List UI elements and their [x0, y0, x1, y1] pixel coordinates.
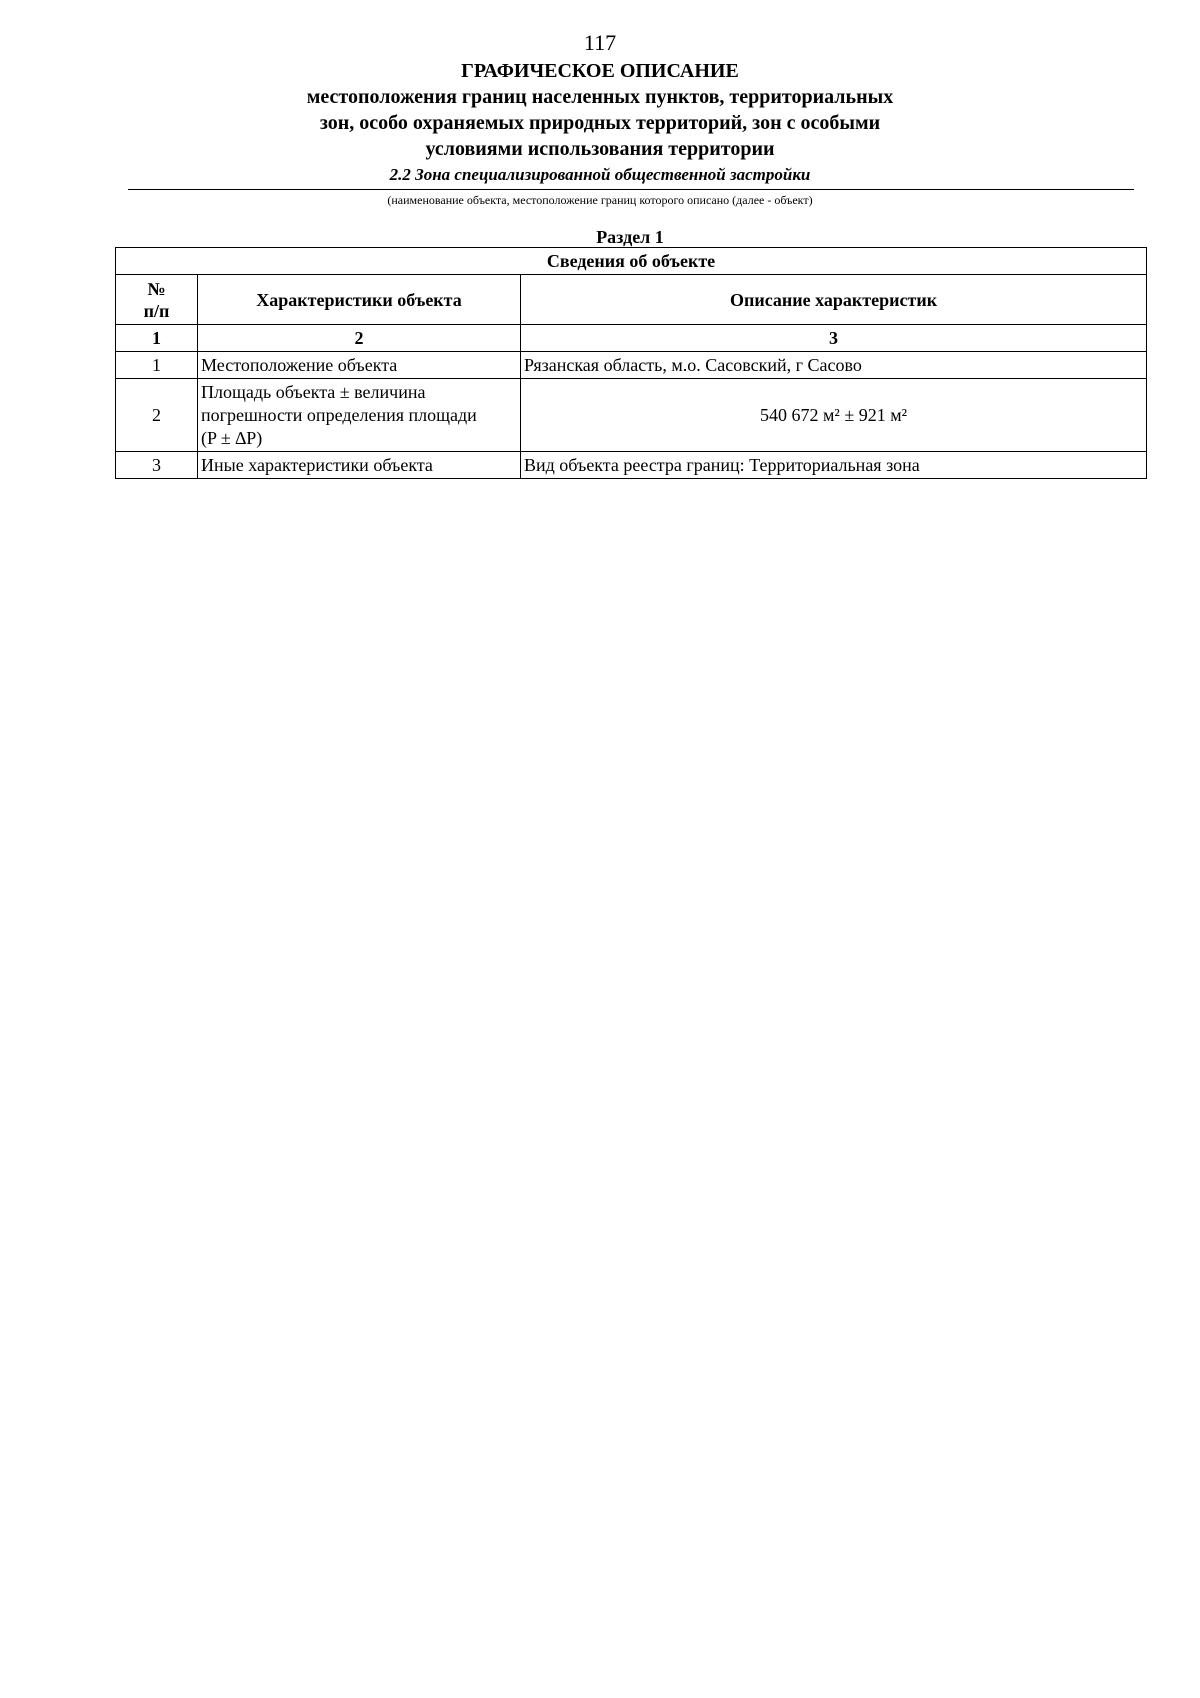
- page-number: 117: [583, 30, 617, 55]
- object-name: 2.2 Зона специализированной общественной застройки: [389, 165, 811, 184]
- row-description: 540 672 м² ± 921 м²: [521, 379, 1147, 452]
- row-characteristic-line: погрешности определения площади: [201, 404, 477, 425]
- object-name-underline: [128, 189, 1134, 190]
- document-subtitle: [0, 84, 1200, 162]
- table-row: [116, 352, 1147, 379]
- table-caption: Сведения об объекте: [116, 248, 1147, 275]
- document-subtitle-line: местоположения границ населенных пунктов, территориальных: [306, 86, 894, 108]
- object-info-table: [115, 247, 1147, 479]
- row-characteristic-line: Площадь объекта ± величина: [201, 381, 426, 402]
- document-title: ГРАФИЧЕСКОЕ ОПИСАНИЕ: [461, 60, 739, 82]
- object-caption: (наименование объекта, местоположение границ которого описано (далее - объект): [387, 193, 813, 207]
- row-characteristic: [198, 379, 521, 452]
- header-number-line: п/п: [143, 300, 170, 321]
- header-description: Описание характеристик: [521, 275, 1147, 325]
- row-number: 2: [116, 379, 198, 452]
- row-number: 1: [116, 352, 198, 379]
- row-description: Рязанская область, м.о. Сасовский, г Сасово: [521, 352, 1147, 379]
- table-header-row: [116, 275, 1147, 325]
- table-caption-row: [116, 248, 1147, 275]
- column-number: 2: [198, 325, 521, 352]
- section-title: Раздел 1: [596, 227, 664, 247]
- column-number: 3: [521, 325, 1147, 352]
- column-number: 1: [116, 325, 198, 352]
- document-header: [0, 58, 1200, 187]
- row-characteristic: Местоположение объекта: [198, 352, 521, 379]
- row-characteristic-line: (P ± ∆P): [201, 427, 263, 448]
- column-number-row: [116, 325, 1147, 352]
- row-characteristic: Иные характеристики объекта: [198, 452, 521, 479]
- header-characteristics: Характеристики объекта: [198, 275, 521, 325]
- header-number-line: №: [147, 278, 166, 299]
- table-row: [116, 452, 1147, 479]
- document-subtitle-line: условиями использования территории: [425, 138, 775, 160]
- row-number: 3: [116, 452, 198, 479]
- header-number: [116, 275, 198, 325]
- table-row: [116, 379, 1147, 452]
- document-subtitle-line: зон, особо охраняемых природных территорий, зон с особыми: [319, 112, 881, 134]
- row-description: Вид объекта реестра границ: Территориальная зона: [521, 452, 1147, 479]
